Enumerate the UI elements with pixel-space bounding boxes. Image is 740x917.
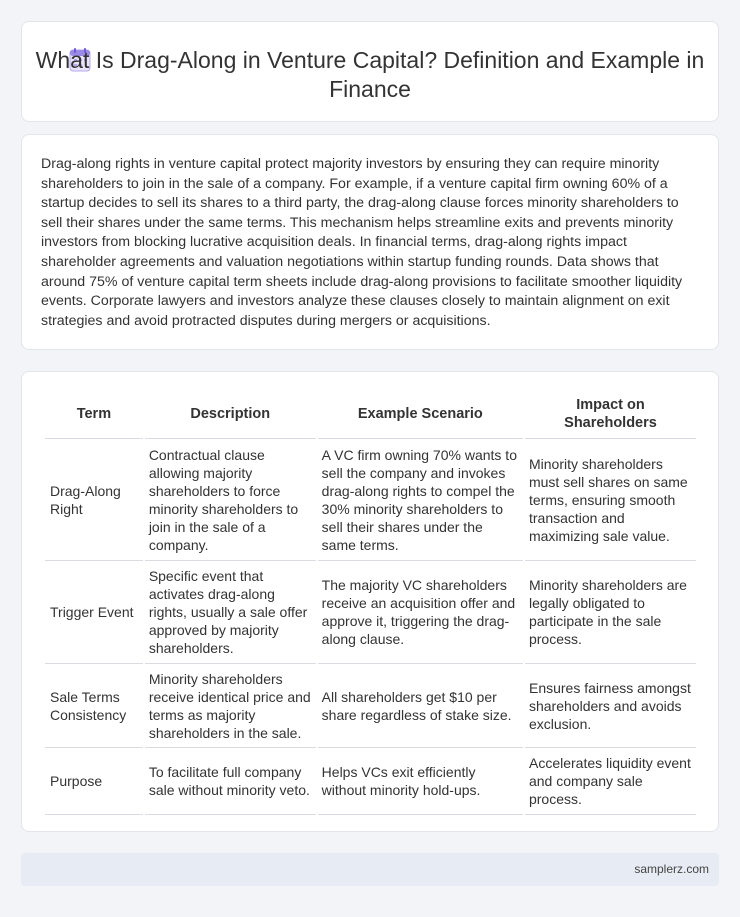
cell-description: Contractual clause allowing majority shareholders to force minority shareholders to join in the sale of a company. — [145, 439, 316, 561]
page-title: What Is Drag-Along in Venture Capital? Definition and Example in Finance — [35, 47, 705, 102]
cell-term: Drag-Along Right — [45, 439, 143, 561]
cell-term: Purpose — [45, 748, 143, 815]
column-header-example: Example Scenario — [318, 390, 523, 439]
cell-description: To facilitate full company sale without minority veto. — [145, 748, 316, 815]
cell-impact: Minority shareholders are legally obligated to participate in the sale process. — [525, 561, 696, 664]
cell-term: Trigger Event — [45, 561, 143, 664]
cell-impact: Minority shareholders must sell shares on same terms, ensuring smooth transaction and maximizing sale value. — [525, 439, 696, 561]
cell-impact: Ensures fairness amongst shareholders and avoids exclusion. — [525, 664, 696, 748]
cell-description: Minority shareholders receive identical price and terms as majority shareholders in the sale. — [145, 664, 316, 748]
cell-example: A VC firm owning 70% wants to sell the company and invokes drag-along rights to compel the 30% minority shareholders to sell their shares under the same terms. — [318, 439, 523, 561]
cell-example: All shareholders get $10 per share regardless of stake size. — [318, 664, 523, 748]
column-header-impact: Impact on Shareholders — [525, 390, 696, 439]
table-header-row — [45, 390, 696, 439]
description-card — [21, 134, 719, 350]
description-text: Drag-along rights in venture capital protect majority investors by ensuring they can require minority shareholders to join in the sale of a company. For example, if a venture capital firm owning 60% of a startup decides to sell its shares to a third party, the drag-along clause forces minority shareholders to sell their shares under the same terms. This mechanism helps streamline exits and prevents minority investors from blocking lucrative acquisition deals. In financial terms, drag-along rights impact shareholder agreements and valuation negotiations within startup funding rounds. Data shows that around 75% of venture capital term sheets include drag-along provisions to facilitate smoother liquidity events. Corporate lawyers and investors analyze these clauses closely to maintain alignment on exit strategies and avoid protracted disputes during mergers or acquisitions. — [41, 156, 683, 329]
cell-description: Specific event that activates drag-along rights, usually a sale offer approved by majority shareholders. — [145, 561, 316, 664]
footer — [21, 853, 719, 886]
table-card — [21, 371, 719, 832]
terms-table — [43, 390, 698, 815]
column-header-description: Description — [145, 390, 316, 439]
table-row — [45, 748, 696, 815]
cell-example: The majority VC shareholders receive an acquisition offer and approve it, triggering the drag-along clause. — [318, 561, 523, 664]
cell-term: Sale Terms Consistency — [45, 664, 143, 748]
title-card — [21, 21, 719, 122]
table-row — [45, 561, 696, 664]
table-row — [45, 439, 696, 561]
footer-site-link[interactable]: samplerz.com — [634, 862, 709, 876]
cell-example: Helps VCs exit efficiently without minority hold-ups. — [318, 748, 523, 815]
table-row — [45, 664, 696, 748]
column-header-term: Term — [45, 390, 143, 439]
cell-impact: Accelerates liquidity event and company sale process. — [525, 748, 696, 815]
